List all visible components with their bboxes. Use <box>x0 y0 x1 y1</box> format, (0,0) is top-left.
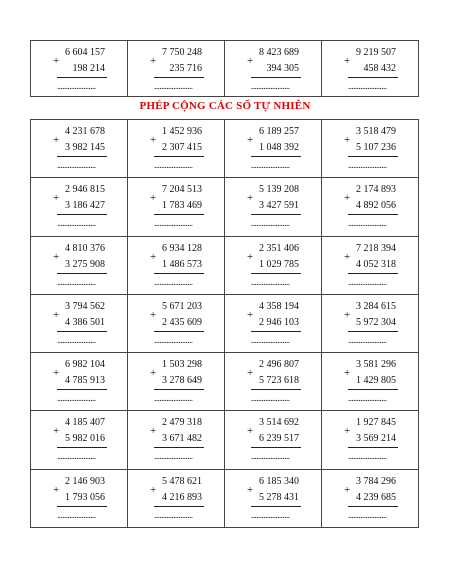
plus-sign: + <box>247 483 254 496</box>
plus-sign: + <box>53 367 60 380</box>
second-addend: 235 716 <box>169 63 202 74</box>
problem-row <box>31 294 419 352</box>
sum-rule-line <box>57 506 107 507</box>
first-addend: 5 671 203 <box>162 300 202 312</box>
plus-sign: + <box>247 250 254 263</box>
problem-row <box>31 41 419 97</box>
answer-blank[interactable]: ...................... <box>57 393 96 404</box>
first-addend: 8 423 689 <box>259 47 299 58</box>
addition-problem <box>128 41 224 96</box>
first-addend: 3 284 615 <box>356 300 396 312</box>
addition-problem-cell <box>225 41 322 97</box>
top-problem-grid <box>30 40 419 97</box>
second-addend: 1 029 785 <box>259 258 299 270</box>
addition-problem-cell <box>31 178 128 236</box>
second-addend: 3 275 908 <box>65 258 105 270</box>
answer-blank[interactable]: ...................... <box>348 81 387 91</box>
addition-problem <box>322 41 418 96</box>
first-addend: 2 174 893 <box>356 184 396 196</box>
sum-rule-line <box>251 447 301 448</box>
second-addend: 4 216 893 <box>162 491 202 503</box>
addition-problem <box>225 178 321 235</box>
answer-blank[interactable]: ...................... <box>348 509 387 520</box>
answer-blank[interactable]: ...................... <box>348 160 387 170</box>
second-addend: 4 386 501 <box>65 316 105 328</box>
sum-rule-line <box>251 331 301 332</box>
first-addend: 6 189 257 <box>259 126 299 137</box>
sum-rule-line <box>251 506 301 507</box>
addition-problem <box>322 295 418 352</box>
addition-problem-cell <box>322 294 419 352</box>
addition-problem-cell <box>128 294 225 352</box>
answer-blank[interactable]: ...................... <box>348 334 387 345</box>
second-addend: 4 785 913 <box>65 375 105 387</box>
second-addend: 1 486 573 <box>162 258 202 270</box>
addition-problem <box>225 411 321 468</box>
first-addend: 4 185 407 <box>65 417 105 429</box>
addition-problem <box>31 120 127 177</box>
answer-blank[interactable]: ...................... <box>154 81 193 91</box>
plus-sign: + <box>344 134 351 146</box>
sum-rule-line <box>348 331 398 332</box>
second-addend: 1 783 469 <box>162 200 202 212</box>
second-addend: 1 048 392 <box>259 142 299 153</box>
answer-blank[interactable]: ...................... <box>57 276 96 287</box>
first-addend: 7 204 513 <box>162 184 202 196</box>
addition-problem <box>225 237 321 294</box>
answer-blank[interactable]: ...................... <box>154 160 193 170</box>
addition-problem-cell <box>31 120 128 178</box>
second-addend: 5 278 431 <box>259 491 299 503</box>
second-addend: 4 052 318 <box>356 258 396 270</box>
addition-problem <box>31 237 127 294</box>
sum-rule-line <box>154 77 204 78</box>
addition-problem-cell <box>128 41 225 97</box>
addition-problem <box>322 470 418 527</box>
addition-problem-cell <box>128 411 225 469</box>
sum-rule-line <box>57 214 107 215</box>
answer-blank[interactable]: ...................... <box>154 393 193 404</box>
second-addend: 1 429 805 <box>356 375 396 387</box>
second-addend: 1 793 056 <box>65 491 105 503</box>
sum-rule-line <box>154 447 204 448</box>
plus-sign: + <box>247 367 254 380</box>
problem-row <box>31 469 419 527</box>
addition-problem-cell <box>128 120 225 178</box>
addition-problem-cell <box>225 411 322 469</box>
addition-problem <box>225 120 321 177</box>
first-addend: 2 946 815 <box>65 184 105 196</box>
answer-blank[interactable]: ...................... <box>57 81 96 91</box>
first-addend: 3 794 562 <box>65 300 105 312</box>
answer-blank[interactable]: ...................... <box>57 218 96 229</box>
plus-sign: + <box>53 192 60 205</box>
addition-problem-cell <box>31 469 128 527</box>
sum-rule-line <box>57 447 107 448</box>
answer-blank[interactable]: ...................... <box>251 451 290 462</box>
answer-blank[interactable]: ...................... <box>154 218 193 229</box>
problem-row <box>31 236 419 294</box>
addition-problem-cell <box>128 469 225 527</box>
problem-row <box>31 411 419 469</box>
sum-rule-line <box>154 331 204 332</box>
addition-problem-cell <box>31 41 128 97</box>
second-addend: 3 569 214 <box>356 433 396 445</box>
plus-sign: + <box>53 308 60 321</box>
second-addend: 3 427 591 <box>259 200 299 212</box>
addition-problem-cell <box>322 411 419 469</box>
addition-problem <box>322 237 418 294</box>
sum-rule-line <box>251 156 301 157</box>
first-addend: 2 351 406 <box>259 242 299 254</box>
first-addend: 1 452 936 <box>162 126 202 137</box>
second-addend: 5 982 016 <box>65 433 105 445</box>
addition-problem-cell <box>128 353 225 411</box>
answer-blank[interactable]: ...................... <box>251 160 290 170</box>
sum-rule-line <box>348 273 398 274</box>
plus-sign: + <box>53 483 60 496</box>
addition-problem <box>128 120 224 177</box>
addition-problem-cell <box>322 41 419 97</box>
answer-blank[interactable]: ...................... <box>251 393 290 404</box>
first-addend: 3 784 296 <box>356 475 396 487</box>
second-addend: 2 435 609 <box>162 316 202 328</box>
second-addend: 3 186 427 <box>65 200 105 212</box>
first-addend: 7 218 394 <box>356 242 396 254</box>
addition-problem-cell <box>128 178 225 236</box>
second-addend: 5 723 618 <box>259 375 299 387</box>
addition-problem-cell <box>128 236 225 294</box>
plus-sign: + <box>53 425 60 438</box>
problem-row <box>31 120 419 178</box>
sum-rule-line <box>57 273 107 274</box>
addition-problem <box>31 41 127 96</box>
addition-problem <box>128 353 224 410</box>
first-addend: 6 185 340 <box>259 475 299 487</box>
addition-problem <box>31 470 127 527</box>
answer-blank[interactable]: ...................... <box>57 451 96 462</box>
first-addend: 2 146 903 <box>65 475 105 487</box>
addition-problem <box>31 411 127 468</box>
plus-sign: + <box>247 192 254 205</box>
addition-problem-cell <box>31 411 128 469</box>
plus-sign: + <box>247 134 254 146</box>
answer-blank[interactable]: ...................... <box>154 451 193 462</box>
first-addend: 3 514 692 <box>259 417 299 429</box>
answer-blank[interactable]: ...................... <box>251 218 290 229</box>
plus-sign: + <box>247 55 254 67</box>
answer-blank[interactable]: ...................... <box>348 393 387 404</box>
plus-sign: + <box>344 192 351 205</box>
plus-sign: + <box>344 55 351 67</box>
problem-row <box>31 353 419 411</box>
first-addend: 4 810 376 <box>65 242 105 254</box>
sum-rule-line <box>348 506 398 507</box>
first-addend: 3 518 479 <box>356 126 396 137</box>
plus-sign: + <box>344 308 351 321</box>
plus-sign: + <box>150 250 157 263</box>
first-addend: 6 982 104 <box>65 359 105 371</box>
answer-blank[interactable]: ...................... <box>251 509 290 520</box>
plus-sign: + <box>53 55 60 67</box>
plus-sign: + <box>150 192 157 205</box>
addition-problem <box>225 295 321 352</box>
answer-blank[interactable]: ...................... <box>348 218 387 229</box>
answer-blank[interactable]: ...................... <box>348 276 387 287</box>
first-addend: 4 231 678 <box>65 126 105 137</box>
addition-problem <box>128 411 224 468</box>
sum-rule-line <box>251 273 301 274</box>
sum-rule-line <box>348 156 398 157</box>
addition-problem <box>225 353 321 410</box>
addition-problem <box>31 295 127 352</box>
answer-blank[interactable]: ...................... <box>57 334 96 345</box>
plus-sign: + <box>247 308 254 321</box>
addition-problem-cell <box>225 120 322 178</box>
addition-problem <box>31 353 127 410</box>
sum-rule-line <box>154 273 204 274</box>
worksheet-title: PHÉP CỘNG CÁC SỐ TỰ NHIÊN <box>139 100 311 112</box>
second-addend: 3 982 145 <box>65 142 105 153</box>
first-addend: 6 934 128 <box>162 242 202 254</box>
addition-problem <box>322 178 418 235</box>
plus-sign: + <box>53 250 60 263</box>
sum-rule-line <box>154 156 204 157</box>
first-addend: 2 496 807 <box>259 359 299 371</box>
second-addend: 5 972 304 <box>356 316 396 328</box>
sum-rule-line <box>251 77 301 78</box>
first-addend: 5 139 208 <box>259 184 299 196</box>
sum-rule-line <box>348 214 398 215</box>
plus-sign: + <box>150 425 157 438</box>
problem-row <box>31 178 419 236</box>
plus-sign: + <box>344 367 351 380</box>
sum-rule-line <box>348 77 398 78</box>
second-addend: 394 305 <box>266 63 299 74</box>
second-addend: 2 946 103 <box>259 316 299 328</box>
plus-sign: + <box>247 425 254 438</box>
sum-rule-line <box>251 214 301 215</box>
plus-sign: + <box>344 425 351 438</box>
addition-problem-cell <box>322 469 419 527</box>
sum-rule-line <box>348 447 398 448</box>
addition-problem <box>128 470 224 527</box>
addition-problem-cell <box>225 353 322 411</box>
first-addend: 1 927 845 <box>356 417 396 429</box>
plus-sign: + <box>150 308 157 321</box>
plus-sign: + <box>53 134 60 146</box>
first-addend: 5 478 621 <box>162 475 202 487</box>
first-addend: 2 479 318 <box>162 417 202 429</box>
sum-rule-line <box>57 77 107 78</box>
sum-rule-line <box>57 156 107 157</box>
addition-problem <box>225 41 321 96</box>
sum-rule-line <box>251 389 301 390</box>
addition-problem-cell <box>31 353 128 411</box>
second-addend: 3 671 482 <box>162 433 202 445</box>
answer-blank[interactable]: ...................... <box>154 509 193 520</box>
second-addend: 3 278 649 <box>162 375 202 387</box>
sum-rule-line <box>154 506 204 507</box>
addition-problem <box>225 470 321 527</box>
second-addend: 4 892 056 <box>356 200 396 212</box>
answer-blank[interactable]: ...................... <box>348 451 387 462</box>
addition-problem-cell <box>31 236 128 294</box>
answer-blank[interactable]: ...................... <box>251 81 290 91</box>
first-addend: 3 581 296 <box>356 359 396 371</box>
sum-rule-line <box>57 389 107 390</box>
addition-problem-cell <box>225 236 322 294</box>
addition-problem <box>322 120 418 177</box>
addition-problem <box>31 178 127 235</box>
plus-sign: + <box>344 250 351 263</box>
main-problem-grid <box>30 119 419 528</box>
addition-problem <box>128 237 224 294</box>
addition-problem-cell <box>31 294 128 352</box>
plus-sign: + <box>150 483 157 496</box>
addition-problem-cell <box>322 353 419 411</box>
first-addend: 4 358 194 <box>259 300 299 312</box>
plus-sign: + <box>150 55 157 67</box>
addition-problem <box>128 295 224 352</box>
first-addend: 6 604 157 <box>65 47 105 58</box>
addition-problem <box>322 353 418 410</box>
second-addend: 4 239 685 <box>356 491 396 503</box>
addition-problem-cell <box>225 469 322 527</box>
sum-rule-line <box>348 389 398 390</box>
plus-sign: + <box>150 367 157 380</box>
addition-problem-cell <box>225 178 322 236</box>
second-addend: 458 432 <box>363 63 396 74</box>
sum-rule-line <box>154 214 204 215</box>
answer-blank[interactable]: ...................... <box>57 160 96 170</box>
sum-rule-line <box>154 389 204 390</box>
second-addend: 6 239 517 <box>259 433 299 445</box>
addition-problem <box>128 178 224 235</box>
answer-blank[interactable]: ...................... <box>251 334 290 345</box>
first-addend: 7 750 248 <box>162 47 202 58</box>
sum-rule-line <box>57 331 107 332</box>
addition-problem <box>322 411 418 468</box>
addition-problem-cell <box>225 294 322 352</box>
answer-blank[interactable]: ...................... <box>154 334 193 345</box>
answer-blank[interactable]: ...................... <box>154 276 193 287</box>
first-addend: 9 219 507 <box>356 47 396 58</box>
addition-problem-cell <box>322 178 419 236</box>
answer-blank[interactable]: ...................... <box>251 276 290 287</box>
addition-problem-cell <box>322 236 419 294</box>
answer-blank[interactable]: ...................... <box>57 509 96 520</box>
addition-problem-cell <box>322 120 419 178</box>
plus-sign: + <box>344 483 351 496</box>
second-addend: 198 214 <box>72 63 105 74</box>
second-addend: 5 107 236 <box>356 142 396 153</box>
plus-sign: + <box>150 134 157 146</box>
first-addend: 1 503 298 <box>162 359 202 371</box>
second-addend: 2 307 415 <box>162 142 202 153</box>
